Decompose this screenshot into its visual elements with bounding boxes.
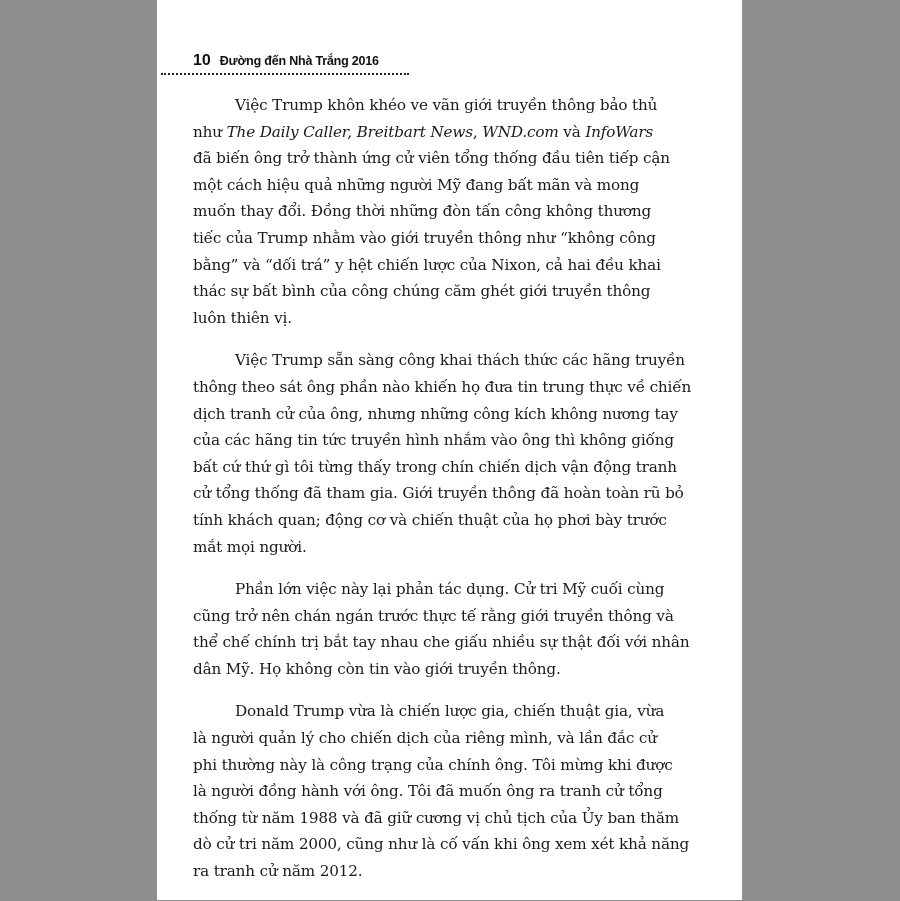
text-segment: thông theo sát ông phần nào khiến họ đưa tin trung thực về chiến (193, 377, 692, 396)
text-line (193, 374, 693, 401)
text-segment: là người quản lý cho chiến dịch của riêng mình, và lần đắc cử (193, 729, 657, 748)
text-segment: dịch tranh cử của ông, nhưng những công kích không nương tay (193, 404, 678, 423)
text-line (193, 752, 693, 779)
text-segment: muốn thay đổi. Đồng thời những đòn tấn công không thương (193, 202, 652, 221)
text-line (193, 198, 693, 225)
text-segment: mắt mọi người. (193, 537, 307, 556)
text-line (193, 145, 693, 172)
text-segment: của các hãng tin tức truyền hình nhắm vào ông thì không giống (193, 431, 674, 450)
page-number: 10 (193, 52, 211, 69)
text-segment: cũng trở nên chán ngán trước thực tế rằng giới truyền thông và (193, 606, 674, 625)
text-line (193, 278, 693, 305)
text-line (193, 656, 693, 683)
text-segment: luôn thiên vị. (193, 308, 292, 327)
text-line (193, 629, 693, 656)
text-line (193, 698, 693, 725)
running-head (193, 52, 379, 70)
text-line (193, 172, 693, 199)
text-segment: bất cứ thứ gì tôi từng thấy trong chín chiến dịch vận động tranh (193, 457, 677, 476)
text-segment: như (193, 122, 227, 141)
text-line (193, 805, 693, 832)
text-line (193, 454, 693, 481)
text-segment: dân Mỹ. Họ không còn tin vào giới truyền thông. (193, 659, 561, 678)
paragraph (193, 92, 693, 331)
text-line (193, 225, 693, 252)
book-page (157, 0, 742, 900)
text-segment: Donald Trump vừa là chiến lược gia, chiến thuật gia, vừa (235, 702, 665, 721)
text-line (193, 603, 693, 630)
text-line (193, 119, 693, 146)
text-line (193, 92, 693, 119)
text-segment: là người đồng hành với ông. Tôi đã muốn ông ra tranh cử tổng (193, 782, 663, 801)
text-segment: cử tổng thống đã tham gia. Giới truyền thông đã hoàn toàn rũ bỏ (193, 484, 684, 503)
paragraph (193, 576, 693, 682)
header-dotted-rule (161, 73, 409, 75)
text-segment: thể chế chính trị bắt tay nhau che giấu nhiều sự thật đối với nhân (193, 633, 690, 652)
text-segment: Phần lớn việc này lại phản tác dụng. Cử tri Mỹ cuối cùng (235, 580, 665, 599)
text-segment: Việc Trump sẵn sàng công khai thách thức các hãng truyền (235, 351, 685, 370)
text-segment: và (558, 122, 586, 141)
book-title: Đường đến Nhà Trắng 2016 (219, 54, 379, 68)
text-segment: ra tranh cử năm 2012. (193, 862, 363, 881)
text-segment: đã biến ông trở thành ứng cử viên tổng thống đầu tiên tiếp cận (193, 149, 670, 168)
italic-title: The Daily Caller, Breitbart News (226, 122, 473, 141)
text-segment: thác sự bất bình của công chúng căm ghét giới truyền thông (193, 282, 651, 301)
text-line (193, 401, 693, 428)
text-line (193, 858, 693, 885)
text-segment: bằng” và “dối trá” y hệt chiến lược của Nixon, cả hai đều khai (193, 255, 661, 274)
paragraph (193, 347, 693, 560)
text-segment: Việc Trump khôn khéo ve vãn giới truyền thông bảo thủ (235, 96, 658, 114)
text-segment: phi thường này là công trạng của chính ông. Tôi mừng khi được (193, 755, 673, 774)
text-segment: dò cử tri năm 2000, cũng như là cố vấn khi ông xem xét khả năng (193, 835, 690, 854)
italic-title: InfoWars (585, 122, 654, 141)
text-line (193, 480, 693, 507)
text-line (193, 507, 693, 534)
text-segment: tiếc của Trump nhằm vào giới truyền thông như “không công (193, 228, 656, 247)
text-segment: thống từ năm 1988 và đã giữ cương vị chủ tịch của Ủy ban thăm (193, 808, 679, 827)
text-line (193, 778, 693, 805)
text-line (193, 305, 693, 332)
text-line (193, 347, 693, 374)
text-line (193, 534, 693, 561)
paragraph (193, 698, 693, 884)
text-line (193, 576, 693, 603)
text-line (193, 427, 693, 454)
text-line (193, 725, 693, 752)
text-segment: tính khách quan; động cơ và chiến thuật của họ phơi bày trước (193, 510, 667, 529)
text-segment: một cách hiệu quả những người Mỹ đang bất mãn và mong (193, 175, 640, 194)
text-line (193, 831, 693, 858)
text-line (193, 252, 693, 279)
italic-title: WND.com (482, 122, 559, 141)
text-segment: , (472, 122, 483, 141)
body-text (193, 92, 693, 901)
